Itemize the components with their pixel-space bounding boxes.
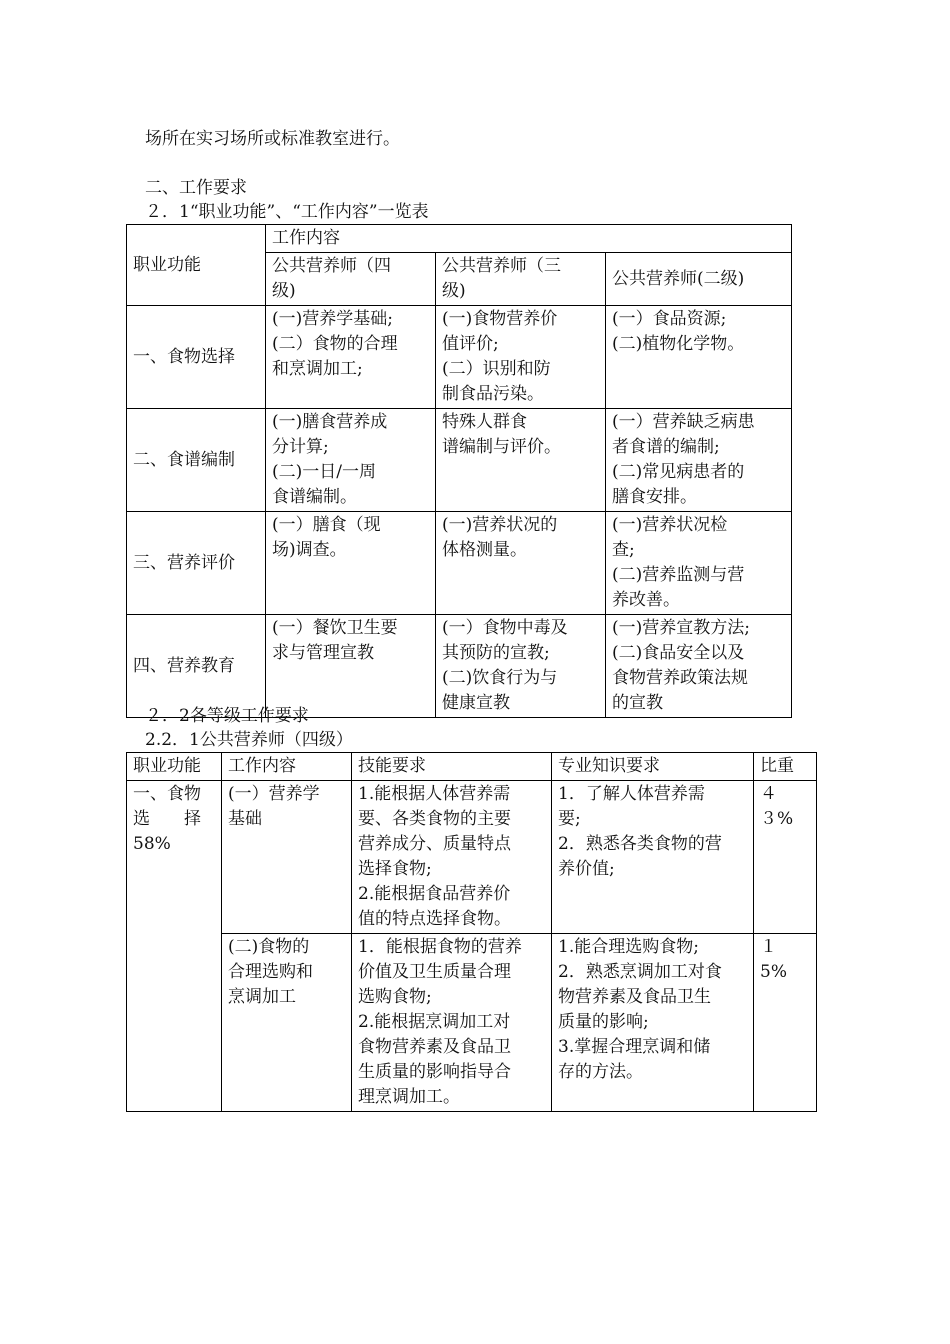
table1-level-2: 公共营养师(二级) bbox=[606, 253, 792, 306]
content-cell: (一)营养宣教方法; (二)食品安全以及 食物营养政策法规 的宣教 bbox=[606, 615, 792, 718]
content-cell: (一)营养学基础; (二）食物的合理 和烹调加工; bbox=[266, 306, 436, 409]
level4-requirements-table bbox=[126, 752, 817, 1112]
skills-cell: 1.能根据人体营养需 要、各类食物的主要 营养成分、质量特点 选择食物; 2.能根据食品营养价 值的特点选择食物。 bbox=[352, 781, 552, 934]
table2-header-skills: 技能要求 bbox=[352, 753, 552, 781]
section22-title: ２．2各等级工作要求 bbox=[145, 706, 309, 726]
content-cell: (一)食物营养价 值评价; (二）识别和防 制食品污染。 bbox=[436, 306, 606, 409]
section22-subtitle: 2.2．1公共营养师（四级） bbox=[145, 730, 353, 750]
table-row bbox=[127, 512, 792, 615]
content-cell: 特殊人群食 谱编制与评价。 bbox=[436, 409, 606, 512]
table1-header-content: 工作内容 bbox=[266, 225, 792, 253]
function-content-table bbox=[126, 224, 792, 718]
intro-continuation: 场所在实习场所或标准教室进行。 bbox=[145, 129, 400, 149]
table-row bbox=[127, 306, 792, 409]
table2-header-content: 工作内容 bbox=[222, 753, 352, 781]
content-cell: (一）营养缺乏病患 者食谱的编制; (二)常见病患者的 膳食安排。 bbox=[606, 409, 792, 512]
table-row bbox=[127, 781, 817, 934]
function-cell: 一、食物选择 bbox=[127, 306, 266, 409]
content-cell: (一）餐饮卫生要 求与管理宣教 bbox=[266, 615, 436, 718]
function-cell: 四、营养教育 bbox=[127, 615, 266, 718]
table2-header-knowledge: 专业知识要求 bbox=[552, 753, 754, 781]
table-row bbox=[127, 409, 792, 512]
content-cell: (一）食物中毒及 其预防的宣教; (二)饮食行为与 健康宣教 bbox=[436, 615, 606, 718]
table2-header-weight: 比重 bbox=[754, 753, 817, 781]
knowledge-cell: 1.能合理选购食物; 2．熟悉烹调加工对食 物营养素及食品卫生 质量的影响; 3.掌握合理烹调和储 存的方法。 bbox=[552, 934, 754, 1112]
table1-level-3: 公共营养师（三 级) bbox=[436, 253, 606, 306]
table1-level-4: 公共营养师（四 级) bbox=[266, 253, 436, 306]
content-cell: (一）营养学 基础 bbox=[222, 781, 352, 934]
skills-cell: 1．能根据食物的营养 价值及卫生质量合理 选购食物; 2.能根据烹调加工对 食物营养素及食品卫 生质量的影响指导合 理烹调加工。 bbox=[352, 934, 552, 1112]
section-title: 二、工作要求 bbox=[145, 178, 247, 198]
content-cell: (一)营养状况检 查; (二)营养监测与营 养改善。 bbox=[606, 512, 792, 615]
function-cell: 三、营养评价 bbox=[127, 512, 266, 615]
function-cell: 二、食谱编制 bbox=[127, 409, 266, 512]
content-cell: (一)膳食营养成 分计算; (二)一日/一周 食谱编制。 bbox=[266, 409, 436, 512]
content-cell: (二)食物的 合理选购和 烹调加工 bbox=[222, 934, 352, 1112]
content-cell: (一）食品资源; (二)植物化学物。 bbox=[606, 306, 792, 409]
knowledge-cell: 1．了解人体营养需 要; 2．熟悉各类食物的营 养价值; bbox=[552, 781, 754, 934]
content-cell: (一）膳食（现 场)调查。 bbox=[266, 512, 436, 615]
weight-cell: １ 5% bbox=[754, 934, 817, 1112]
function-cell: 一、食物 选 择 58% bbox=[127, 781, 222, 1112]
content-cell: (一)营养状况的 体格测量。 bbox=[436, 512, 606, 615]
weight-cell: ４３% bbox=[754, 781, 817, 934]
table-row bbox=[127, 934, 817, 1112]
table1-header-function: 职业功能 bbox=[127, 225, 266, 306]
table1-header-row bbox=[127, 225, 792, 253]
table-row bbox=[127, 615, 792, 718]
table1-caption: ２．1“职业功能”、“工作内容”一览表 bbox=[145, 202, 429, 222]
table2-header-row bbox=[127, 753, 817, 781]
table2-header-function: 职业功能 bbox=[127, 753, 222, 781]
